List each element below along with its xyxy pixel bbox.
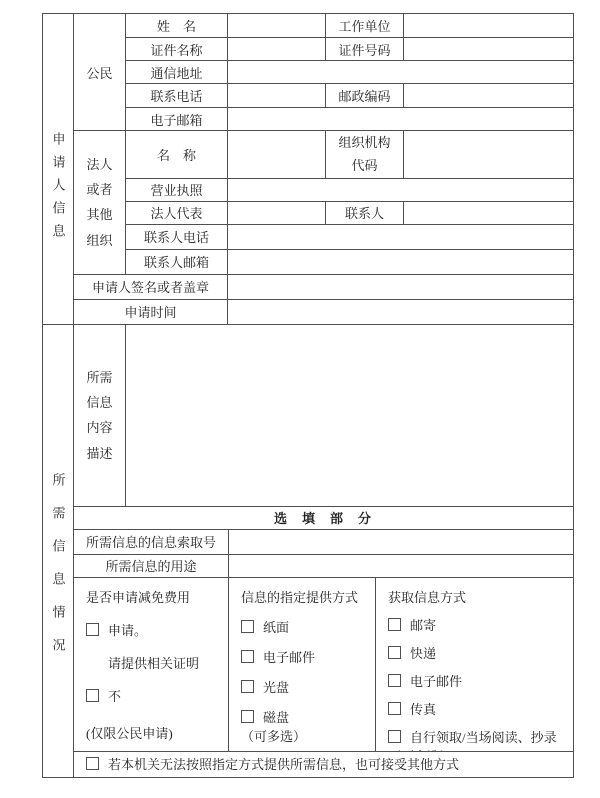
delivery-paper-checkbox[interactable] <box>241 620 254 633</box>
fallback-note-cell <box>74 751 574 777</box>
index-number-value-cell[interactable] <box>229 529 574 554</box>
request-section-cell <box>43 324 74 777</box>
obtain-option-fax <box>388 699 567 718</box>
fee-waiver-decline-label: 不 <box>108 688 122 704</box>
obtain-mail-checkbox[interactable] <box>388 618 401 631</box>
obtain-method-title: 获取信息方式 <box>388 589 467 605</box>
fee-waiver-apply-label: 申请。 <box>108 622 148 638</box>
delivery-cd-checkbox[interactable] <box>241 680 254 693</box>
contact-phone-label: 联系人电话 <box>126 224 228 249</box>
delivery-method-title: 信息的指定提供方式 <box>241 589 359 605</box>
email-value-cell[interactable] <box>228 108 574 131</box>
postal-code-value-cell[interactable] <box>404 84 574 108</box>
citizen-group-cell <box>74 14 126 131</box>
business-license-label: 营业执照 <box>126 178 228 201</box>
fee-waiver-decline-checkbox[interactable] <box>86 689 99 702</box>
fallback-note-label: 若本机关无法按照指定方式提供所需信息，也可接受其他方式 <box>108 757 460 773</box>
fallback-checkbox[interactable] <box>86 757 99 770</box>
obtain-self-label: 自行领取/当场阅读、抄录 <box>410 729 557 745</box>
name-value-cell[interactable] <box>228 14 326 38</box>
fee-waiver-cell <box>74 577 229 751</box>
signature-value-cell[interactable] <box>228 274 574 299</box>
citizen-group-label: 公民 <box>86 65 113 81</box>
id-type-label: 证件名称 <box>126 38 228 61</box>
delivery-option-cd <box>241 677 369 696</box>
delivery-email-label: 电子邮件 <box>263 649 316 665</box>
obtain-option-express <box>388 643 567 662</box>
name-label: 姓 名 <box>126 14 228 38</box>
obtain-method-footnote <box>388 746 567 752</box>
id-type-value-cell[interactable] <box>228 38 326 61</box>
fee-waiver-title: 是否申请减免费用 <box>86 589 191 605</box>
delivery-method-cell <box>229 577 376 751</box>
obtain-express-checkbox[interactable] <box>388 646 401 659</box>
address-label: 通信地址 <box>126 61 228 84</box>
requested-info-table <box>42 324 574 778</box>
contact-email-label: 联系人邮箱 <box>126 249 228 274</box>
obtain-email-label: 电子邮件 <box>410 673 463 689</box>
obtain-express-label: 快递 <box>410 645 437 661</box>
obtain-option-email <box>388 671 567 690</box>
obtain-email-checkbox[interactable] <box>388 674 401 687</box>
fee-waiver-footnote: (仅限公民申请) <box>86 725 173 741</box>
contact-person-label: 联系人 <box>326 201 404 224</box>
purpose-label: 所需信息的用途 <box>74 554 229 577</box>
obtain-option-self <box>388 727 567 746</box>
delivery-method-footnote: （可多选） <box>241 728 307 744</box>
delivery-email-checkbox[interactable] <box>241 650 254 663</box>
id-number-value-cell[interactable] <box>404 38 574 61</box>
fee-waiver-apply-note: 请提供相关证明 <box>108 655 200 671</box>
obtain-mail-label: 邮寄 <box>410 617 437 633</box>
legal-rep-label: 法人代表 <box>126 201 228 224</box>
org-group-label: 法人或者其他组织 <box>86 156 113 248</box>
obtain-fax-checkbox[interactable] <box>388 702 401 715</box>
form-table-area <box>42 13 573 778</box>
applicant-section-cell <box>43 14 74 325</box>
obtain-option-mail <box>388 615 567 634</box>
optional-part-header: 选填部分 <box>74 506 574 529</box>
address-value-cell[interactable] <box>228 61 574 84</box>
phone-label: 联系电话 <box>126 84 228 108</box>
business-license-value-cell[interactable] <box>228 178 574 201</box>
delivery-disk-checkbox[interactable] <box>241 710 254 723</box>
org-code-label: 组织机构代码 <box>326 131 404 179</box>
applicant-section-label: 申请人信息 <box>50 132 66 248</box>
work-unit-value-cell[interactable] <box>404 14 574 38</box>
apply-time-label: 申请时间 <box>74 299 228 324</box>
org-name-value-cell[interactable] <box>228 131 326 179</box>
apply-time-value-cell[interactable] <box>228 299 574 324</box>
delivery-cd-label: 光盘 <box>263 679 290 695</box>
org-name-label: 名 称 <box>126 131 228 179</box>
org-code-value-cell[interactable] <box>404 131 574 179</box>
fee-waiver-decline-option <box>86 686 222 705</box>
fallback-option <box>86 754 459 773</box>
description-label: 所需信息内容描述 <box>74 324 126 506</box>
delivery-option-disk <box>241 707 369 726</box>
org-group-cell <box>74 131 126 275</box>
fee-waiver-apply-note-row <box>86 653 222 672</box>
obtain-method-cell <box>376 577 574 751</box>
delivery-option-email <box>241 647 369 666</box>
applicant-info-table <box>42 13 574 325</box>
phone-value-cell[interactable] <box>228 84 326 108</box>
purpose-value-cell[interactable] <box>229 554 574 577</box>
delivery-disk-label: 磁盘 <box>263 709 290 725</box>
email-label: 电子邮箱 <box>126 108 228 131</box>
request-section-label: 所需信息情况 <box>50 472 66 671</box>
signature-label: 申请人签名或者盖章 <box>74 274 228 299</box>
contact-person-value-cell[interactable] <box>404 201 574 224</box>
legal-rep-value-cell[interactable] <box>228 201 326 224</box>
obtain-fax-label: 传真 <box>410 701 437 717</box>
delivery-option-paper <box>241 617 369 636</box>
description-value-cell[interactable] <box>126 324 574 506</box>
fee-waiver-apply-option <box>86 620 222 639</box>
fee-waiver-apply-checkbox[interactable] <box>86 623 99 636</box>
delivery-paper-label: 纸面 <box>263 619 290 635</box>
contact-phone-value-cell[interactable] <box>228 224 574 249</box>
contact-email-value-cell[interactable] <box>228 249 574 274</box>
id-number-label: 证件号码 <box>326 38 404 61</box>
work-unit-label: 工作单位 <box>326 14 404 38</box>
index-number-label: 所需信息的信息索取号 <box>74 529 229 554</box>
obtain-self-checkbox[interactable] <box>388 730 401 743</box>
postal-code-label: 邮政编码 <box>326 84 404 108</box>
